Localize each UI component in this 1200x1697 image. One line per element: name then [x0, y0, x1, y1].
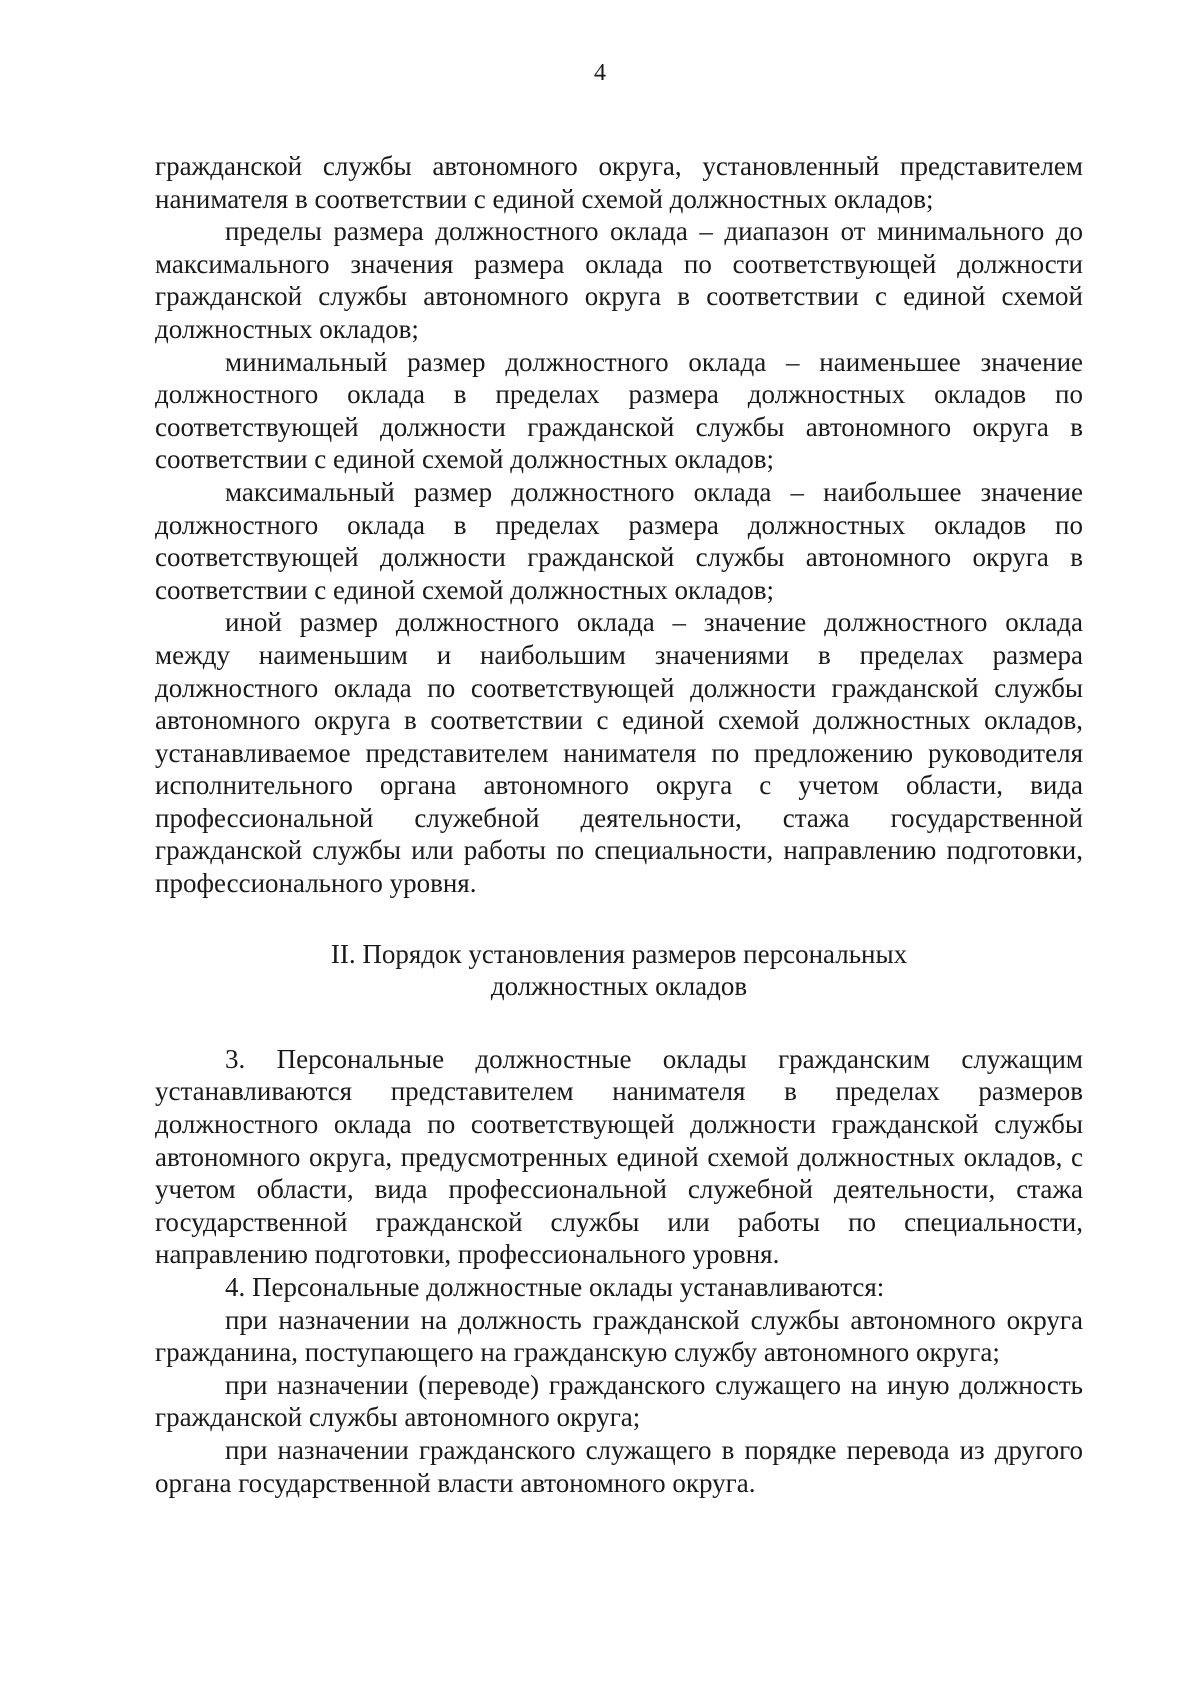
paragraph-item-4-case-2: при назначении (переводе) гражданского служащего на иную должность гражданской службы автономного округа; [155, 1369, 1083, 1433]
page-number: 4 [594, 60, 606, 86]
paragraph-salary-limits: пределы размера должностного оклада – диапазон от минимального до максимального значения размера оклада по соответствующей должности гражданской службы автономного округа в соответствии с единой схемой должностных окладов; [155, 216, 1083, 344]
paragraph-maximum-salary: максимальный размер должностного оклада – наибольшее значение должностного оклада в пределах размера должностных окладов по соответствующей должности гражданской службы автономного округа в соответствии с единой схемой должностных окладов; [155, 476, 1083, 605]
paragraph-item-4-case-1: при назначении на должность гражданской службы автономного округа гражданина, поступающего на гражданскую службу автономного округа; [155, 1304, 1083, 1368]
paragraph-item-4-case-3: при назначении гражданского служащего в порядке перевода из другого органа государственной власти автономного округа. [155, 1434, 1083, 1498]
section-heading [155, 938, 1083, 1003]
paragraph-item-4: 4. Персональные должностные оклады устанавливаются: [225, 1272, 885, 1302]
document-body [155, 150, 1083, 1499]
paragraph-item-3: 3. Персональные должностные оклады гражданским служащим устанавливаются представителем нанимателя в пределах размеров должностного оклада по соответствующей должности гражданской службы автономного округа, предусмотренных единой схемой должностных окладов, с учетом области, вида профессиональной служебной деятельности, стажа государственной гражданской службы или работы по специальности, направлению подготовки, профессионального уровня. [155, 1043, 1083, 1270]
section-heading-line-1: II. Порядок установления размеров персональных [330, 938, 908, 969]
section-heading-line-2: должностных окладов [490, 971, 748, 1002]
paragraph-other-salary: иной размер должностного оклада – значение должностного оклада между наименьшим и наибольшим значениями в пределах размера должностного оклада по соответствующей должности гражданской службы автономного округа в соответствии с единой схемой должностных окладов, устанавливаемое представителем нанимателя по предложению руководителя исполнительного органа автономного округа с учетом области, вида профессиональной служебной деятельности, стажа государственной гражданской службы или работы по специальности, направлению подготовки, профессионального уровня. [155, 607, 1083, 899]
paragraph-continuation: гражданской службы автономного округа, установленный представителем нанимателя в соответствии с единой схемой должностных окладов; [155, 151, 1083, 214]
paragraph-minimum-salary: минимальный размер должностного оклада – наименьшее значение должностного оклада в пределах размера должностных окладов по соответствующей должности гражданской службы автономного округа в соответствии с единой схемой должностных окладов; [155, 346, 1083, 475]
